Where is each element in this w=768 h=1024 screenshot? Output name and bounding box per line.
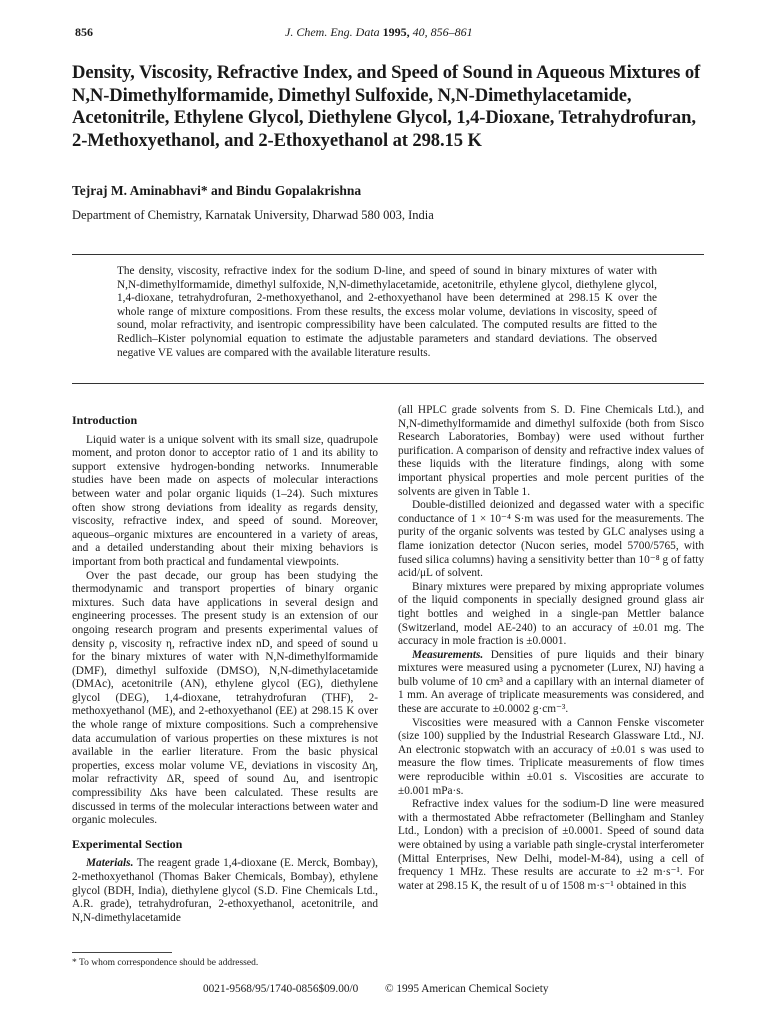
materials-paragraph: [72, 857, 378, 925]
mixtures-paragraph: Binary mixtures were prepared by mixing appropriate volumes of the liquid components in specially designed ground glass air tight bottles and weighed in a single-pan Mettler balance (Switzerland, model AE-240) to an accuracy of ±0.01 mg. The accuracy in mole fraction is ±0.0001.: [398, 580, 704, 648]
measurements-paragraph: [398, 649, 704, 717]
page-number: 856: [75, 25, 93, 39]
right-column: [398, 404, 704, 893]
journal-year: 1995,: [382, 25, 410, 39]
journal-volume-pages: 40, 856–861: [412, 25, 473, 39]
measurements-label: Measurements.: [412, 648, 484, 661]
water-paragraph: Double-distilled deionized and degassed water with a specific conductance of 1 × 10⁻⁴ S·m was used for the measurements. The purity of the organic solvents was tested by GLC analyses using a flame ionization detector (Nucon series, model 5700/5765, with fused silica columns) having a sensitivity better than 10⁻⁸ g of fatty acid/μL of solvent.: [398, 499, 704, 580]
intro-paragraph-2: Over the past decade, our group has been studying the thermodynamic and transport properties of binary organic mixtures. Such data have applications in several design and engineering processes. The present study is an extension of our ongoing research program and presents experimental values of density ρ, viscosity η, refractive index nD, and speed of sound u for the binary mixtures of water with N,N-dimethylformamide (DMF), dimethyl sulfoxide (DMSO), N,N-dimethylacetamide (DMAc), acetonitrile (AN), ethylene glycol (EG), diethylene glycol (DEG), 1,4-dioxane, tetrahydrofuran (THF), 2-methoxyethanol (ME), and 2-ethoxyethanol (EE) at 298.15 K over the whole range of mixture compositions. Such a comprehensive data accumulation of various properties on these mixtures is not available in the earlier literature. From the basic physical properties, excess molar volume VE, deviations in viscosity Δη, molar refractivity ΔR, speed of sound Δu, and isentropic compressibility Δks have been calculated. These results are discussed in terms of the molecular interactions between water and organic molecules.: [72, 569, 378, 827]
correspondence-footnote: * To whom correspondence should be addressed.: [72, 958, 259, 968]
introduction-heading: Introduction: [72, 413, 138, 427]
abstract-top-rule: [72, 254, 704, 255]
refractive-index-paragraph: Refractive index values for the sodium-D line were measured with a thermostated Abbe refractometer (Bellingham and Stanley Ltd., London) with a precision of ±0.0001. Speed of sound data were obtained by using a variable path single-crystal interferometer (Mittal Enterprises, New Delhi, model-M-84), using a cell of frequency 1 MHz. These results are accurate to ±2 m·s⁻¹. For water at 298.15 K, the result of u of 1508 m·s⁻¹ obtained in this: [398, 798, 704, 892]
affiliation: Department of Chemistry, Karnatak University, Dharwad 580 003, India: [72, 208, 434, 222]
article-title: Density, Viscosity, Refractive Index, and Speed of Sound in Aqueous Mixtures of N,N-Dimethylformamide, Dimethyl Sulfoxide, N,N-Dimethylacetamide, Acetonitrile, Ethylene Glycol, Diethylene Glycol, 1,4-Dioxane, Tetrahydrofuran, 2-Methoxyethanol, and 2-Ethoxyethanol at 298.15 K: [72, 62, 701, 151]
materials-label: Materials.: [86, 857, 134, 870]
intro-paragraph-1: Liquid water is a unique solvent with its small size, quadrupole moment, and proton donor to acceptor ratio of 1 and its ability to support extensive hydrogen-bonding networks. Innumerable studies have been made on aspects of molecular interactions between water and polar organic liquids (1–24). Such mixtures often show strong deviations from ideality as regards density, viscosity, refractive index, and speed of sound. Moreover, aqueous–organic mixtures are encountered in a variety of areas, and a detailed understanding about their mixing behaviors is important from both practical and fundamental viewpoints.: [72, 433, 378, 568]
viscosity-paragraph: Viscosities were measured with a Cannon Fenske viscometer (size 100) supplied by the Industrial Research Glassware Ltd., NJ. An electronic stopwatch with an accuracy of ±0.01 s was used to measure the flow times. Triplicate measurements of flow times were reproducible within ±0.01 s. Viscosities are accurate to ±0.001 mPa·s.: [398, 716, 704, 797]
abstract: The density, viscosity, refractive index for the sodium D-line, and speed of sound in binary mixtures of water with N,N-dimethylformamide, dimethyl sulfoxide, N,N-dimethylacetamide, acetonitrile, ethylene glycol, diethylene glycol, 1,4-dioxane, tetrahydrofuran, 2-methoxyethanol, and 2-ethoxyethanol have been determined at 298.15 K over the whole range of mixture compositions. From these results, the excess molar volume, deviations in viscosity, speed of sound, molar refractivity, and isentropic compressibility have been calculated. The computed results are fitted to the Redlich–Kister polynomial equation to estimate the adjustable parameters and standard deviations. The observed negative VE values are compared with the available literature results.: [117, 265, 657, 359]
copyright-notice: © 1995 American Chemical Society: [385, 983, 549, 995]
left-column: [72, 414, 378, 925]
materials-text: The reagent grade 1,4-dioxane (E. Merck, Bombay), 2-methoxyethanol (Thomas Baker Chemicals, Bombay), ethylene glycol (BDH, India), diethylene glycol (S.D. Fine Chemicals Ltd., A.R. grade), tetrahydrofuran, 2-ethoxyethanol, acetonitrile, and N,N-dimethylacetamide: [72, 857, 378, 924]
journal-name: J. Chem. Eng. Data: [285, 25, 380, 39]
abstract-bottom-rule: [72, 383, 704, 384]
measurements-text: Densities of pure liquids and their binary mixtures were measured using a pycnometer (Lurex, NJ) having a bulb volume of 10 cm³ and a capillary with an internal diameter of 1 mm. An average of triplicate measurements was considered, and these are accurate to ±0.0002 g·cm⁻³.: [398, 648, 704, 716]
experimental-heading: Experimental Section: [72, 836, 183, 851]
materials-continued-paragraph: (all HPLC grade solvents from S. D. Fine Chemicals Ltd.), and N,N-dimethylformamide and dimethyl sulfoxide (both from Sisco Research Laboratories, Bombay) were used without further purification. A comparison of density and refractive index values of these liquids with the literature findings, along with some important physical properties and mole percent purities of the solvents are given in Table 1.: [398, 404, 704, 498]
journal-citation: [285, 25, 473, 40]
footnote-rule: [72, 952, 172, 953]
authors: Tejraj M. Aminabhavi* and Bindu Gopalakrishna: [72, 183, 362, 198]
article-identifier: 0021-9568/95/1740-0856$09.00/0: [203, 983, 359, 995]
